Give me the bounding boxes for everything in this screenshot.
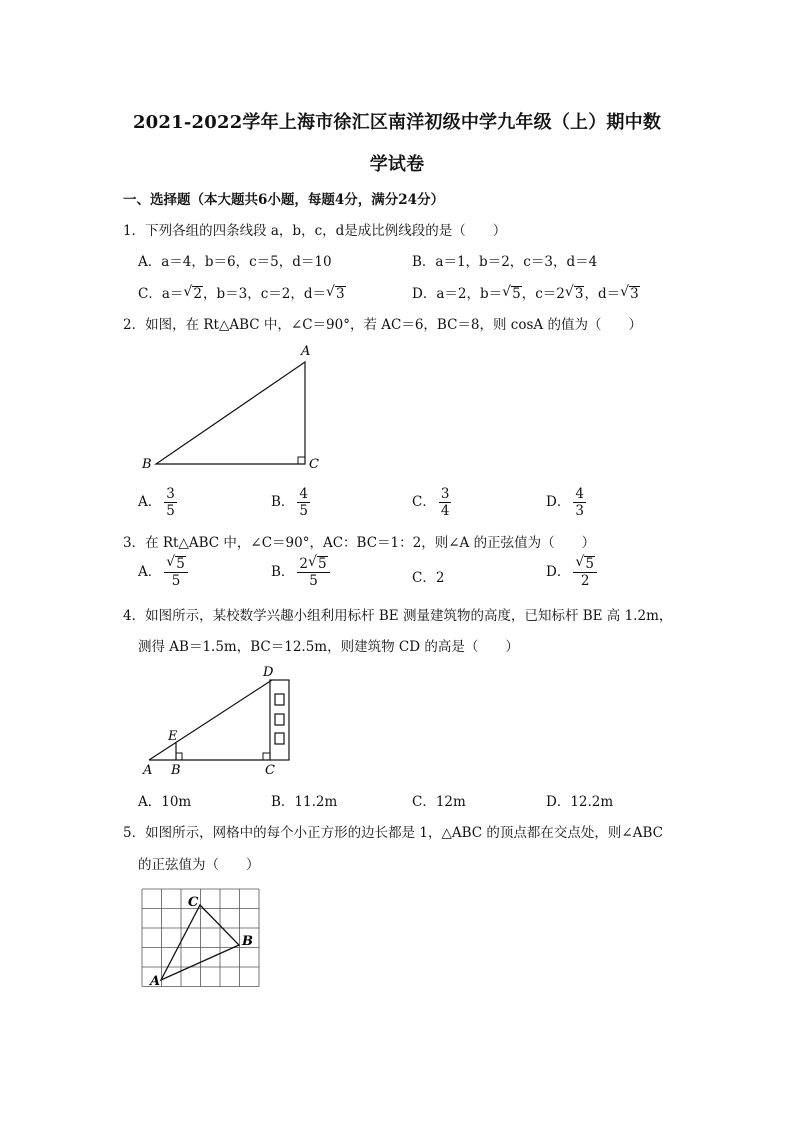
numerator <box>297 556 329 573</box>
building-cd <box>270 680 289 760</box>
numerator: 4 <box>299 486 309 502</box>
sqrt <box>308 556 328 572</box>
window <box>275 714 284 725</box>
q4-option-a: A．10m <box>138 794 192 810</box>
label-c: C <box>265 763 275 778</box>
q3-stem: 3．在 Rt△ABC 中，∠C＝90°，AC：BC＝1：2，则∠A 的正弦值为（ ） <box>123 535 596 551</box>
q2-stem: 2．如图，在 Rt△ABC 中，∠C＝90°，若 AC＝6，BC＝8，则 cosA 的值为（ ） <box>123 317 642 333</box>
radicand: 3 <box>630 286 639 302</box>
sqrt <box>575 556 595 572</box>
q3-option-b <box>271 556 330 589</box>
right-angle-mark <box>263 753 270 760</box>
label-b: B <box>242 934 253 949</box>
radicand: 5 <box>318 556 327 572</box>
right-angle-mark <box>298 457 305 464</box>
q1-d-mid: ，c＝2 <box>521 286 565 302</box>
option-letter: A． <box>138 494 162 511</box>
sqrt <box>565 286 585 302</box>
q2-option-b <box>271 486 310 519</box>
q2-option-c <box>412 486 451 519</box>
option-letter: D． <box>546 494 571 511</box>
q4-option-d: D．12.2m <box>546 794 614 810</box>
numerator <box>164 556 188 573</box>
denominator: 5 <box>171 573 181 590</box>
sqrt <box>326 286 346 302</box>
section-header: 一、选择题（本大题共6小题，每题4分，满分24分） <box>123 192 445 208</box>
label-c: C <box>309 457 319 472</box>
denominator: 4 <box>440 503 450 520</box>
coefficient: 2 <box>299 556 309 572</box>
label-b: B <box>142 457 152 472</box>
q1-option-c <box>138 282 346 302</box>
triangle-abc <box>156 362 305 464</box>
fraction <box>297 556 329 589</box>
q3-option-d <box>546 556 597 589</box>
page-title-line1: 2021-2022学年上海市徐汇区南洋初级中学九年级（上）期中数 <box>132 112 662 133</box>
q4-option-b: B．11.2m <box>271 794 338 810</box>
window <box>275 733 284 744</box>
q4-stem-line1: 4．如图所示，某校数学兴趣小组利用标杆 BE 测量建筑物的高度，已知标杆 BE 高 1.2m， <box>123 608 673 624</box>
radicand: 5 <box>176 556 185 572</box>
label-e: E <box>168 729 178 744</box>
radicand: 2 <box>193 286 202 302</box>
sight-line <box>149 680 272 760</box>
q5-stem-line2: 的正弦值为（ ） <box>138 857 260 873</box>
q3-option-c: C．2 <box>412 570 445 586</box>
q2-option-a <box>138 486 177 519</box>
sqrt <box>183 286 203 302</box>
numerator <box>573 556 597 573</box>
label-a: A <box>301 344 311 359</box>
option-letter: C． <box>412 494 436 511</box>
numerator: 3 <box>166 486 175 502</box>
sqrt <box>166 556 186 572</box>
radicand: 3 <box>574 286 584 302</box>
radicand: 3 <box>336 286 345 302</box>
q1-d-mid2: ，d＝ <box>584 286 621 302</box>
sqrt <box>620 286 640 302</box>
fraction <box>439 486 452 519</box>
q4-stem-line2: 测得 AB＝1.5m，BC＝12.5m，则建筑物 CD 的高是（ ） <box>138 639 519 655</box>
option-letter: D． <box>546 564 571 581</box>
q1-c-mid: ，b＝3，c＝2，d＝ <box>202 286 327 302</box>
label-c: C <box>188 895 199 910</box>
q1-c-prefix: C．a＝ <box>138 286 184 302</box>
fraction <box>297 486 310 519</box>
option-letter: A． <box>138 564 162 581</box>
fraction <box>164 486 177 519</box>
q2-option-d <box>546 486 586 519</box>
q1-option-d <box>412 282 640 302</box>
radicand: 5 <box>585 556 594 572</box>
q3-option-a <box>138 556 188 589</box>
denominator: 2 <box>580 573 590 590</box>
fraction <box>573 556 597 589</box>
label-a: A <box>150 974 161 989</box>
q2-triangle-figure <box>130 340 330 475</box>
right-angle-mark <box>176 753 182 760</box>
q1-d-prefix: D．a＝2，b＝ <box>412 286 503 302</box>
denominator: 5 <box>299 503 309 520</box>
denominator: 3 <box>575 503 584 520</box>
q5-grid-figure <box>138 885 268 995</box>
page-title-line2: 学试卷 <box>369 154 425 175</box>
option-letter: B． <box>271 564 295 581</box>
triangle-abc <box>161 905 239 980</box>
fraction <box>573 486 586 519</box>
q1-option-b: B．a＝1，b＝2，c＝3，d＝4 <box>412 254 598 270</box>
option-letter: B． <box>271 494 295 511</box>
denominator: 5 <box>166 503 175 520</box>
q5-stem-line1: 5．如图所示，网格中的每个小正方形的边长都是 1，△ABC 的顶点都在交点处，则∠ABC <box>123 825 663 841</box>
label-b: B <box>171 763 181 778</box>
radicand: 5 <box>512 286 521 302</box>
fraction <box>164 556 188 589</box>
numerator: 3 <box>440 486 450 502</box>
label-a: A <box>143 763 153 778</box>
q4-building-figure <box>135 660 305 780</box>
q1-option-a: A．a＝4，b＝6，c＝5，d＝10 <box>138 254 332 270</box>
q1-stem: 1．下列各组的四条线段 a，b，c，d是成比例线段的是（ ） <box>123 223 507 239</box>
label-d: D <box>263 665 274 680</box>
denominator: 5 <box>309 573 318 590</box>
sqrt <box>502 286 522 302</box>
window <box>275 694 284 705</box>
q4-option-c: C．12m <box>412 794 466 810</box>
numerator: 4 <box>575 486 584 502</box>
